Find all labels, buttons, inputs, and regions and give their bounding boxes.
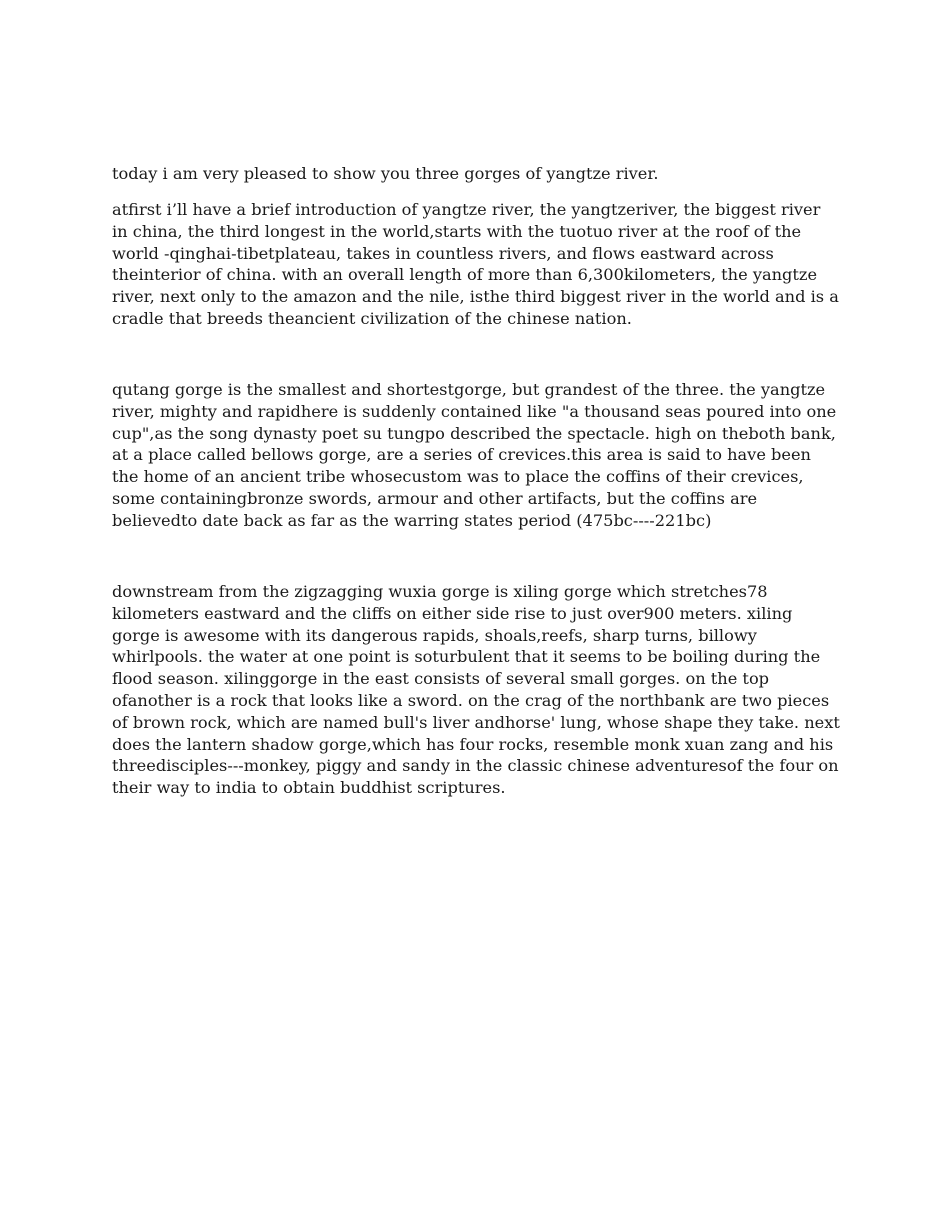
intro-sentence: today i am very pleased to show you three gorges of yangtze river. [112, 164, 659, 183]
yangtze-introduction-paragraph: atfirst i’ll have a brief introduction of yangtze river, the yangtzeriver, the biggest river in china, the third longest in the world,starts with the tuotuo river at the roof of the world -qinghai-tibetplateau, takes in countless rivers, and flows eastward across theinterior of china. with an overall length of more than 6,300kilometers, the yangtze river, next only to the amazon and the nile, isthe third biggest river in the world and is a cradle that breeds theancient civilization of the chinese nation. [112, 200, 839, 328]
xiling-gorge-paragraph: downstream from the zigzagging wuxia gorge is xiling gorge which stretches78 kilometers eastward and the cliffs on either side rise to just over900 meters. xiling gorge is awesome with its dangerous rapids, shoals,reefs, sharp turns, billowy whirlpools. the water at one point is soturbulent that it seems to be boiling during the flood season. xilinggorge in the east consists of several small gorges. on the top ofanother is a rock that looks like a sword. on the crag of the northbank are two pieces of brown rock, which are named bull's liver andhorse' lung, whose shape they take. next does the lantern shadow gorge,which has four rocks, resemble monk xuan zang and his threedisciples---monkey, piggy and sandy in the classic chinese adventuresof the four on their way to india to obtain buddhist scriptures. [112, 582, 840, 798]
qutang-gorge-paragraph: qutang gorge is the smallest and shortestgorge, but grandest of the three. the yangtze river, mighty and rapidhere is suddenly contained like "a thousand seas poured into one cup",as the song dynasty poet su tungpo described the spectacle. high on theboth bank, at a place called bellows gorge, are a series of crevices.this area is said to have been the home of an ancient tribe whosecustom was to place the coffins of their crevices, some containingbronze swords, armour and other artifacts, but the coffins are believedto date back as far as the warring states period (475bc----221bc) [112, 380, 837, 530]
